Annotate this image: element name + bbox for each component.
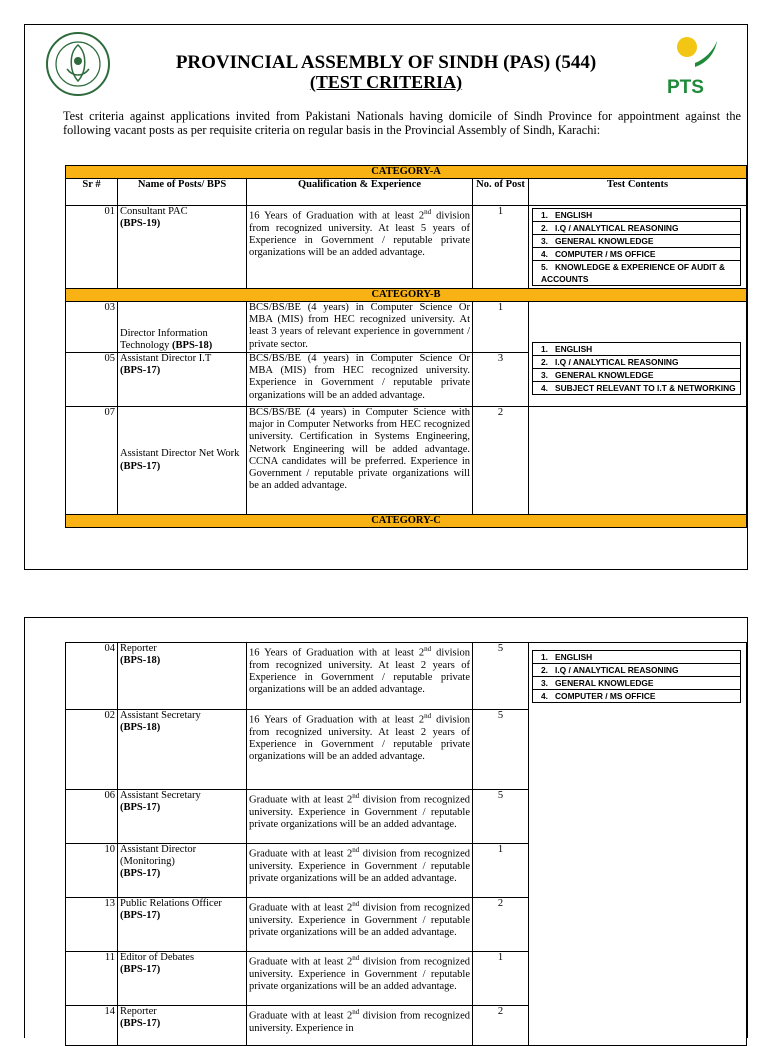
table-row bbox=[66, 302, 747, 353]
row-post: Director Information Technology (BPS-18) bbox=[118, 302, 247, 353]
test-contents-list bbox=[532, 650, 741, 703]
row-qualification: Graduate with at least 2nd division from recognized university. Experience in Government / reputable private organizations will be an added advantage. bbox=[247, 844, 473, 898]
row-count: 2 bbox=[473, 898, 529, 952]
document-page-2 bbox=[24, 617, 748, 1038]
list-item: 2. I.Q / ANALYTICAL REASONING bbox=[533, 664, 741, 677]
row-qualification: 16 Years of Graduation with at least 2nd division from recognized university. At least 2 years of Experience in Government / reputable private organizations will be an added advantage. bbox=[247, 643, 473, 710]
row-post: Consultant PAC (BPS-19) bbox=[118, 206, 247, 289]
row-count: 1 bbox=[473, 206, 529, 289]
row-count: 3 bbox=[473, 353, 529, 407]
list-item: 3. GENERAL KNOWLEDGE bbox=[533, 369, 741, 382]
row-sr: 07 bbox=[66, 407, 118, 515]
row-sr: 02 bbox=[66, 710, 118, 790]
row-count: 5 bbox=[473, 790, 529, 844]
list-item: 2. I.Q / ANALYTICAL REASONING bbox=[533, 222, 741, 235]
row-sr: 10 bbox=[66, 844, 118, 898]
pts-logo-icon bbox=[665, 33, 721, 99]
header-qualification: Qualification & Experience bbox=[247, 179, 473, 206]
row-count: 2 bbox=[473, 407, 529, 515]
row-post: Assistant Director I.T (BPS-17) bbox=[118, 353, 247, 407]
row-tests bbox=[529, 302, 747, 407]
pts-logo-text: PTS bbox=[667, 77, 704, 98]
list-item: 1. ENGLISH bbox=[533, 343, 741, 356]
list-item: 1. ENGLISH bbox=[533, 651, 741, 664]
row-qualification: Graduate with at least 2nd division from recognized university. Experience in Government / reputable private organizations will be an added advantage. bbox=[247, 952, 473, 1006]
row-count: 1 bbox=[473, 844, 529, 898]
row-sr: 11 bbox=[66, 952, 118, 1006]
list-item: 4. COMPUTER / MS OFFICE bbox=[533, 690, 741, 703]
row-tests bbox=[529, 643, 747, 1046]
row-post: Public Relations Officer (BPS-17) bbox=[118, 898, 247, 952]
row-sr: 01 bbox=[66, 206, 118, 289]
row-qualification: 16 Years of Graduation with at least 2nd division from recognized university. At least 2 years of Experience in Government / reputable private organizations will be an added advantage. bbox=[247, 710, 473, 790]
row-qualification: BCS/BS/BE (4 years) in Computer Science with major in Computer Networks from HEC recognized university. Certification in Systems Engineering, Network Engineering will be added advantage. CCNA candidates will be preferred. Experience in Government / reputable private organizations will be an added advantage. bbox=[247, 407, 473, 515]
list-item: 2. I.Q / ANALYTICAL REASONING bbox=[533, 356, 741, 369]
table-header-row bbox=[66, 179, 747, 206]
category-band bbox=[66, 515, 747, 528]
list-item: 4. COMPUTER / MS OFFICE bbox=[533, 248, 741, 261]
row-sr: 06 bbox=[66, 790, 118, 844]
row-qualification: Graduate with at least 2nd division from recognized university. Experience in Government / reputable private organizations will be an added advantage. bbox=[247, 898, 473, 952]
test-contents-list bbox=[532, 208, 741, 286]
row-sr: 14 bbox=[66, 1006, 118, 1046]
list-item: 4. SUBJECT RELEVANT TO I.T & NETWORKING bbox=[533, 382, 741, 395]
header-post: Name of Posts/ BPS bbox=[118, 179, 247, 206]
row-sr: 03 bbox=[66, 302, 118, 353]
row-post: Assistant Director Net Work (BPS-17) bbox=[118, 407, 247, 515]
row-qualification: Graduate with at least 2nd division from recognized university. Experience in Government / reputable private organizations will be an added advantage. bbox=[247, 790, 473, 844]
list-item: 3. GENERAL KNOWLEDGE bbox=[533, 235, 741, 248]
criteria-table-part-2 bbox=[65, 642, 747, 1046]
list-item: 5. KNOWLEDGE & EXPERIENCE OF AUDIT & ACCOUNTS bbox=[533, 261, 741, 286]
row-qualification: Graduate with at least 2nd division from recognized university. Experience in bbox=[247, 1006, 473, 1046]
category-label: CATEGORY-C bbox=[66, 515, 747, 528]
table-row bbox=[66, 407, 747, 515]
header-sr: Sr # bbox=[66, 179, 118, 206]
row-post: Reporter (BPS-17) bbox=[118, 1006, 247, 1046]
row-sr: 04 bbox=[66, 643, 118, 710]
row-post: Reporter (BPS-18) bbox=[118, 643, 247, 710]
test-contents-list bbox=[532, 342, 741, 395]
row-count: 1 bbox=[473, 302, 529, 353]
row-post: Assistant Director (Monitoring) (BPS-17) bbox=[118, 844, 247, 898]
category-label: CATEGORY-A bbox=[66, 166, 747, 179]
row-count: 5 bbox=[473, 643, 529, 710]
row-count: 1 bbox=[473, 952, 529, 1006]
row-count: 5 bbox=[473, 710, 529, 790]
row-post: Assistant Secretary (BPS-18) bbox=[118, 710, 247, 790]
row-post: Assistant Secretary (BPS-17) bbox=[118, 790, 247, 844]
page-subtitle: (TEST CRITERIA) bbox=[309, 72, 463, 92]
category-band bbox=[66, 166, 747, 179]
category-band bbox=[66, 289, 747, 302]
row-qualification: 16 Years of Graduation with at least 2nd division from recognized university. At least 5 years of Experience in Government / reputable private organizations will be an added advantage. bbox=[247, 206, 473, 289]
row-count: 2 bbox=[473, 1006, 529, 1046]
row-sr: 05 bbox=[66, 353, 118, 407]
list-item: 3. GENERAL KNOWLEDGE bbox=[533, 677, 741, 690]
row-post: Editor of Debates (BPS-17) bbox=[118, 952, 247, 1006]
row-sr: 13 bbox=[66, 898, 118, 952]
row-tests bbox=[529, 206, 747, 289]
criteria-table-part-1 bbox=[65, 165, 747, 528]
header-count: No. of Post bbox=[473, 179, 529, 206]
header-tests: Test Contents bbox=[529, 179, 747, 206]
category-label: CATEGORY-B bbox=[66, 289, 747, 302]
list-item: 1. ENGLISH bbox=[533, 209, 741, 222]
row-qualification: BCS/BS/BE (4 years) in Computer Science Or MBA (MIS) from HEC recognized university. Experience in Government / reputable private organizations will be an added advantage. bbox=[247, 353, 473, 407]
row-qualification: BCS/BS/BE (4 years) in Computer Science Or MBA (MIS) from HEC recognized university. At least 3 years of relevant experience in government / private sector. bbox=[247, 302, 473, 353]
page-title: PROVINCIAL ASSEMBLY OF SINDH (PAS) (544) bbox=[175, 52, 597, 73]
row-tests-empty bbox=[529, 407, 747, 515]
table-row bbox=[66, 206, 747, 289]
intro-paragraph: Test criteria against applications invited from Pakistani Nationals having domicile of Sindh Province for appointment against the following vacant posts as per requisite criteria on regular basis in the Provincial Assembly of Sindh, Karachi: bbox=[63, 109, 741, 137]
table-row bbox=[66, 643, 747, 710]
document-page-1 bbox=[24, 24, 748, 570]
